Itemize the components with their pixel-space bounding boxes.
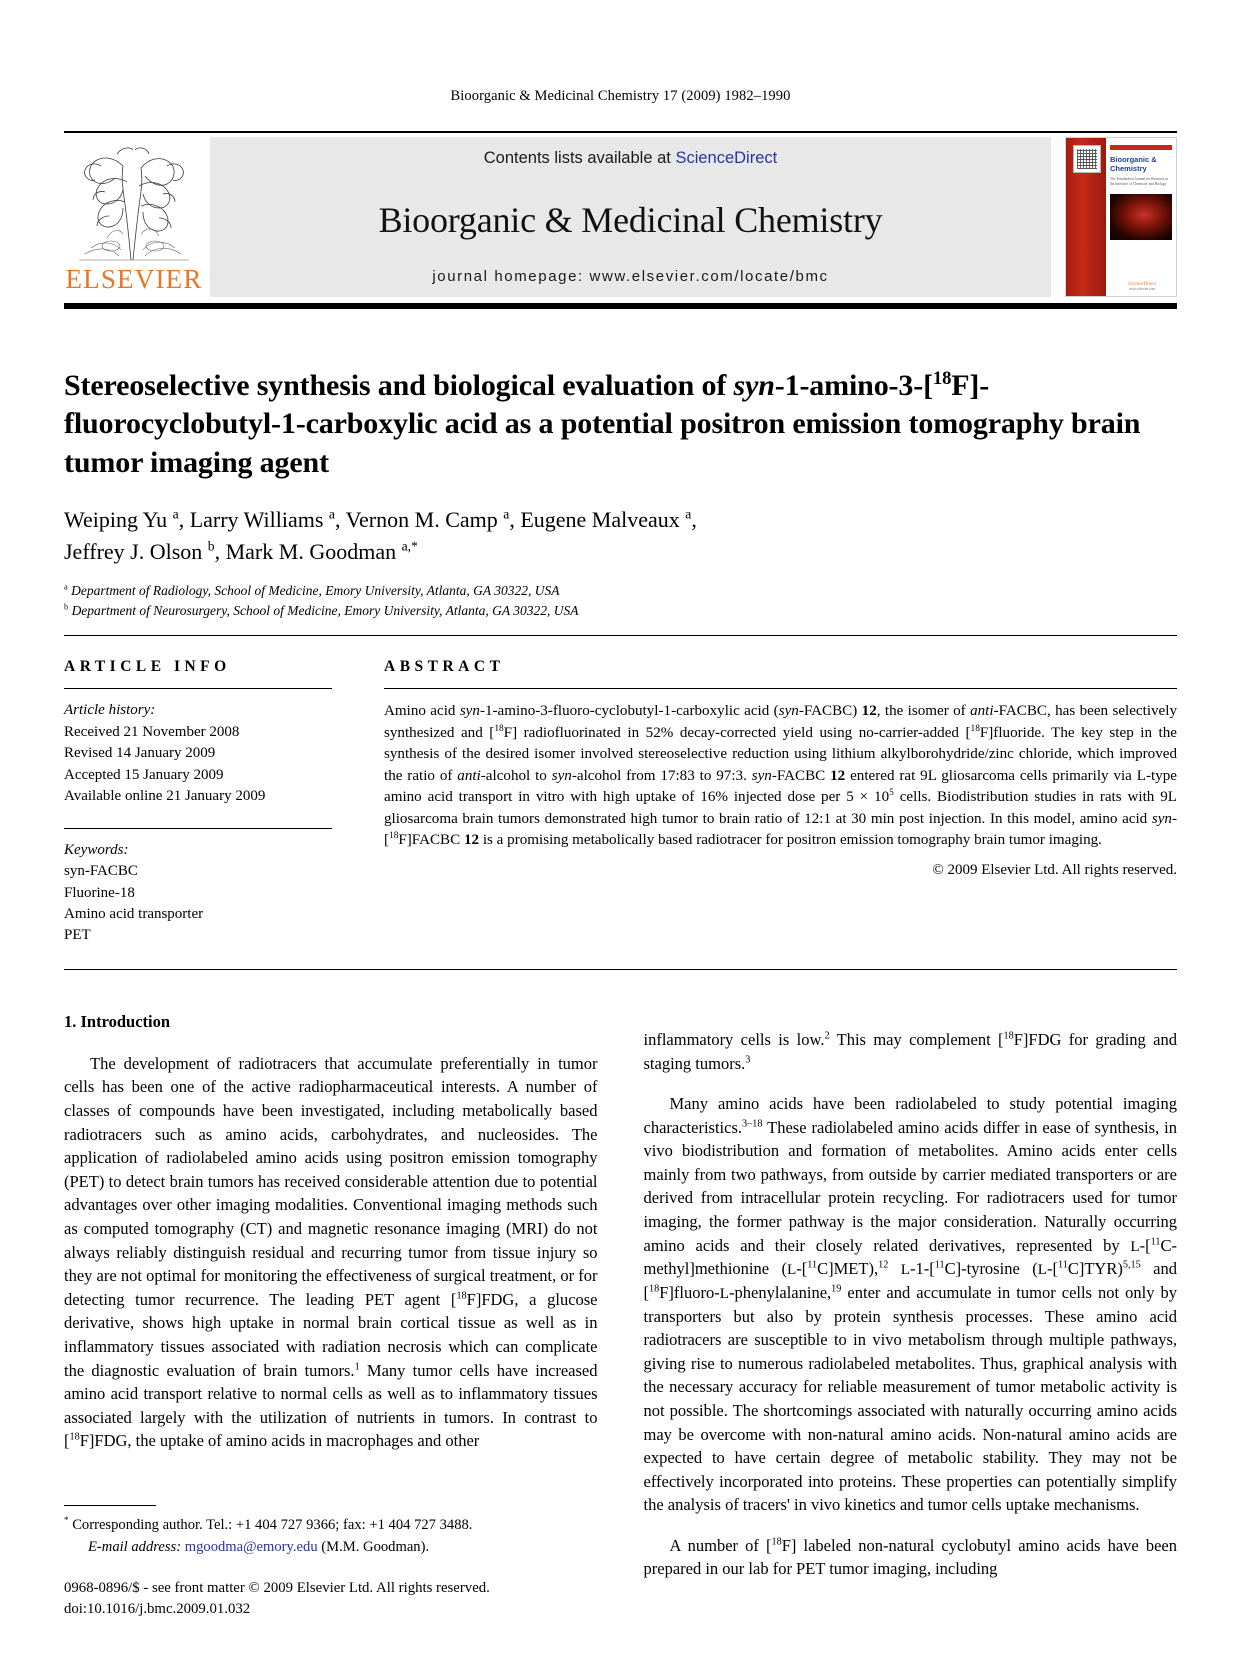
- corresponding-author-text: Corresponding author. Tel.: +1 404 727 9366; fax: +1 404 727 3488.: [72, 1517, 473, 1534]
- article-info-column: [64, 658, 332, 946]
- email-label: E-mail address:: [88, 1538, 182, 1555]
- email-owner: (M.M. Goodman).: [321, 1538, 430, 1555]
- keyword-item: Amino acid transporter: [64, 905, 204, 922]
- history-received: Received 21 November 2008: [64, 723, 240, 740]
- cover-footer-url: www.elsevier.com: [1128, 287, 1156, 291]
- paragraph: Many amino acids have been radiolabeled to study potential imaging characteristics.$^{3-18}$ These radiolabeled amino acids differ in ease of synthesis, in vivo biodistribution and formation of metabolites. Amino acids enter cells mainly from two pathways, from outside by carrier mediated transporters or are derived from intracellular protein recycling. For radiotracers used for tumor imaging, the former pathway is the major consideration. Naturally occurring amino acids and their closely related derivatives, represented by L-[$^{11}$C-methyl]methionine (L-[$^{11}$C]MET),$^{12}$ L-1-[$^{11}$C]-tyrosine $(L-[^{11}C]TYR)^{5,15}$ and [$^{18}$F]fluoro-L-phenylalanine,$^{19}$ enter and accumulate in tumor cells not only by transporters but also by protein synthesis processes. These amino acid radiotracers are susceptible to in vivo metabolism through multiple pathways, giving rise to numerous radiolabeled metabolites. Thus, graphical analysis with the necessary accuracy for reliable measurement of tumor metabolic activity is not possible. The shortcomings associated with naturally occurring amino acids may be overcome with non-natural amino acids. Non-natural amino acids are expected to have certain degree of metabolic stability. They may not be effectively incorporated into proteins. These properties can potentially simplify the analysis of tracers' in vivo kinetics and tumor cells uptake mechanisms.: [643, 1094, 1177, 1515]
- cover-title-line-1: Bioorganic &: [1110, 155, 1157, 164]
- masthead-bottom-rule: [64, 303, 1177, 309]
- affiliation-a: $^a$ Department of Radiology, School of Medicine, Emory University, Atlanta, GA 30322, USA: [64, 582, 560, 598]
- divider-below-abstract: [64, 969, 1177, 970]
- journal-banner: [210, 137, 1051, 297]
- footnote-line-2: [64, 1537, 560, 1558]
- article-history: [64, 700, 332, 807]
- cover-tagline: The Tetrahedron Journal for Research at the Interface of Chemistry and Biology: [1110, 176, 1168, 187]
- cover-footer-brand: ScienceDirect: [1127, 282, 1157, 287]
- keywords-label: Keywords:: [64, 841, 129, 858]
- history-revised: Revised 14 January 2009: [64, 745, 216, 762]
- section-heading-introduction: 1. Introduction: [64, 1011, 171, 1031]
- paragraph: A number of [$^{18}$F] labeled non-natural cyclobutyl amino acids have been prepared in our lab for PET tumor imaging, including: [643, 1535, 1177, 1579]
- cover-artwork: [1110, 194, 1172, 240]
- email-link[interactable]: mgoodma@emory.edu: [184, 1538, 318, 1555]
- abstract-heading: ABSTRACT: [384, 658, 505, 676]
- history-accepted: Accepted 15 January 2009: [64, 766, 224, 783]
- cover-red-bar: [1110, 145, 1172, 150]
- elsevier-tree-icon: [71, 142, 197, 264]
- author-list: [64, 504, 1177, 568]
- journal-masthead: [64, 131, 1177, 309]
- cover-title-line-3: Chemistry: [1110, 164, 1147, 174]
- article-info-rule: [64, 688, 332, 689]
- elsevier-wordmark: ELSEVIER: [65, 264, 203, 294]
- keyword-item: PET: [64, 927, 91, 944]
- footnote-rule: [64, 1505, 156, 1506]
- affiliation-b: $^b$ Department of Neurosurgery, School of Medicine, Emory University, Atlanta, GA 30322, USA: [64, 602, 579, 619]
- journal-cover-thumbnail: [1065, 137, 1177, 297]
- masthead-top-rule: [64, 131, 1177, 133]
- cover-spine-mark-icon: [1073, 145, 1101, 173]
- contents-list-line: [484, 149, 777, 168]
- keywords-block: [64, 840, 332, 947]
- imprint-block: [64, 1578, 490, 1620]
- journal-title: Bioorganic & Medicinal Chemistry: [378, 200, 883, 240]
- info-abstract-region: [64, 658, 1177, 946]
- body-column-right: [644, 1012, 1178, 1597]
- elsevier-logo: [64, 137, 204, 297]
- abstract-copyright: © 2009 Elsevier Ltd. All rights reserved.: [932, 862, 1177, 879]
- paragraph: The development of radiotracers that accumulate preferentially in tumor cells has been one of the active radiopharmaceutical interests. A number of classes of compounds have been investigated, including metabolically based radiotracers such as amino acids, carbohydrates, and nucleosides. The application of radiolabeled amino acids using positron emission tomography (PET) to detect brain tumors has received considerable attention due to potential advantages over other imaging modalities. Conventional imaging methods such as computed tomography (CT) and magnetic resonance imaging (MRI) do not always reliably distinguish residual and recurring tumor from tissue injury so they are not optimal for monitoring the effectiveness of surgical treatment, or for detecting tumor recurrence. The leading PET agent [$^{18}$F]FDG, a glucose derivative, shows high uptake in normal brain cortical tissue as well as in inflammatory tissues associated with radiation necrosis which can complicate the diagnostic evaluation of brain tumors.$^1$ Many tumor cells have increased amino acid transport relative to normal cells as well as to inflammatory tissues associated largely with the utilization of nutrients in tumors. In contrast to [$^{18}$F]FDG, the uptake of amino acids in macrophages and other: [64, 1053, 598, 1451]
- doi: doi:10.1016/j.bmc.2009.01.032: [64, 1601, 251, 1617]
- author-line-1: Weiping Yu $^a$, Larry Williams $^a$, Vernon M. Camp $^a$, Eugene Malveaux $^a$,: [64, 506, 697, 533]
- cover-spine: [1066, 138, 1106, 296]
- contents-prefix-text: Contents lists available at: [483, 149, 676, 167]
- affiliation-a-text: Department of Radiology, School of Medicine, Emory University, Atlanta, GA 30322, USA: [71, 582, 560, 598]
- journal-homepage-link[interactable]: journal homepage: www.elsevier.com/locate/bmc: [432, 268, 829, 285]
- author-line-2: Jeffrey J. Olson $^b$, Mark M. Goodman $^{a,*}$: [64, 538, 418, 565]
- history-online: Available online 21 January 2009: [64, 788, 266, 805]
- issn-front-matter: 0968-0896/$ - see front matter © 2009 Elsevier Ltd. All rights reserved.: [64, 1580, 490, 1596]
- running-head: Bioorganic & Medicinal Chemistry 17 (2009) 1982–1990: [450, 88, 791, 104]
- abstract-text: Amino acid syn-1-amino-3-fluoro-cyclobutyl-1-carboxylic acid (syn-FACBC) 12, the isomer of anti-FACBC, has been selectively synthesized and [$^{18}$F] radiofluorinated in 52% decay-corrected yield using no-carrier-added [$^{18}$F]fluoride. The key step in the synthesis of the desired isomer involved stereoselective reduction using lithium alkylborohydride/zinc chloride, which improved the ratio of anti-alcohol to syn-alcohol from 17:83 to 97:3. syn-FACBC 12 entered rat 9L gliosarcoma cells primarily via L-type amino acid transport in vitro with high uptake of 16% injected dose per $5 \times 10^5$ cells. Biodistribution studies in rats with 9L gliosarcoma brain tumors demonstrated high tumor to brain ratio of 12:1 at 30 min post injection. In this model, amino acid syn-[$^{18}$F]FACBC 12 is a promising metabolically based radiotracer for positron emission tomography brain tumor imaging.: [384, 703, 1177, 848]
- keywords-rule: [64, 828, 332, 829]
- cover-face: [1106, 138, 1176, 296]
- abstract-column: [384, 658, 1177, 946]
- article-info-heading: ARTICLE INFO: [64, 658, 231, 676]
- abstract-rule: [384, 688, 1177, 689]
- article-history-label: Article history:: [64, 702, 156, 719]
- page-title: Stereoselective synthesis and biological evaluation of syn-1-amino-3-[$^{18}$F]-fluorocyclobutyl-1-carboxylic acid as a potential positron emission tomography brain tumor imaging agent: [64, 368, 1141, 479]
- cover-footer: [1112, 282, 1172, 291]
- affiliation-b-text: Department of Neurosurgery, School of Medicine, Emory University, Atlanta, GA 30322, USA: [71, 603, 579, 619]
- footnote-line-1: [64, 1515, 560, 1536]
- affiliations: [64, 581, 1177, 622]
- footnote-asterisk: *: [64, 1515, 69, 1526]
- sciencedirect-link[interactable]: ScienceDirect: [675, 149, 778, 167]
- paragraph: inflammatory cells is low.$^2$ This may complement [$^{18}$F]FDG for grading and staging tumors.$^3$: [643, 1030, 1177, 1073]
- corresponding-author-footnote: [64, 1505, 560, 1558]
- keyword-item: Fluorine-18: [64, 884, 135, 901]
- keyword-item: syn-FACBC: [64, 863, 138, 880]
- divider-above-info: [64, 635, 1177, 636]
